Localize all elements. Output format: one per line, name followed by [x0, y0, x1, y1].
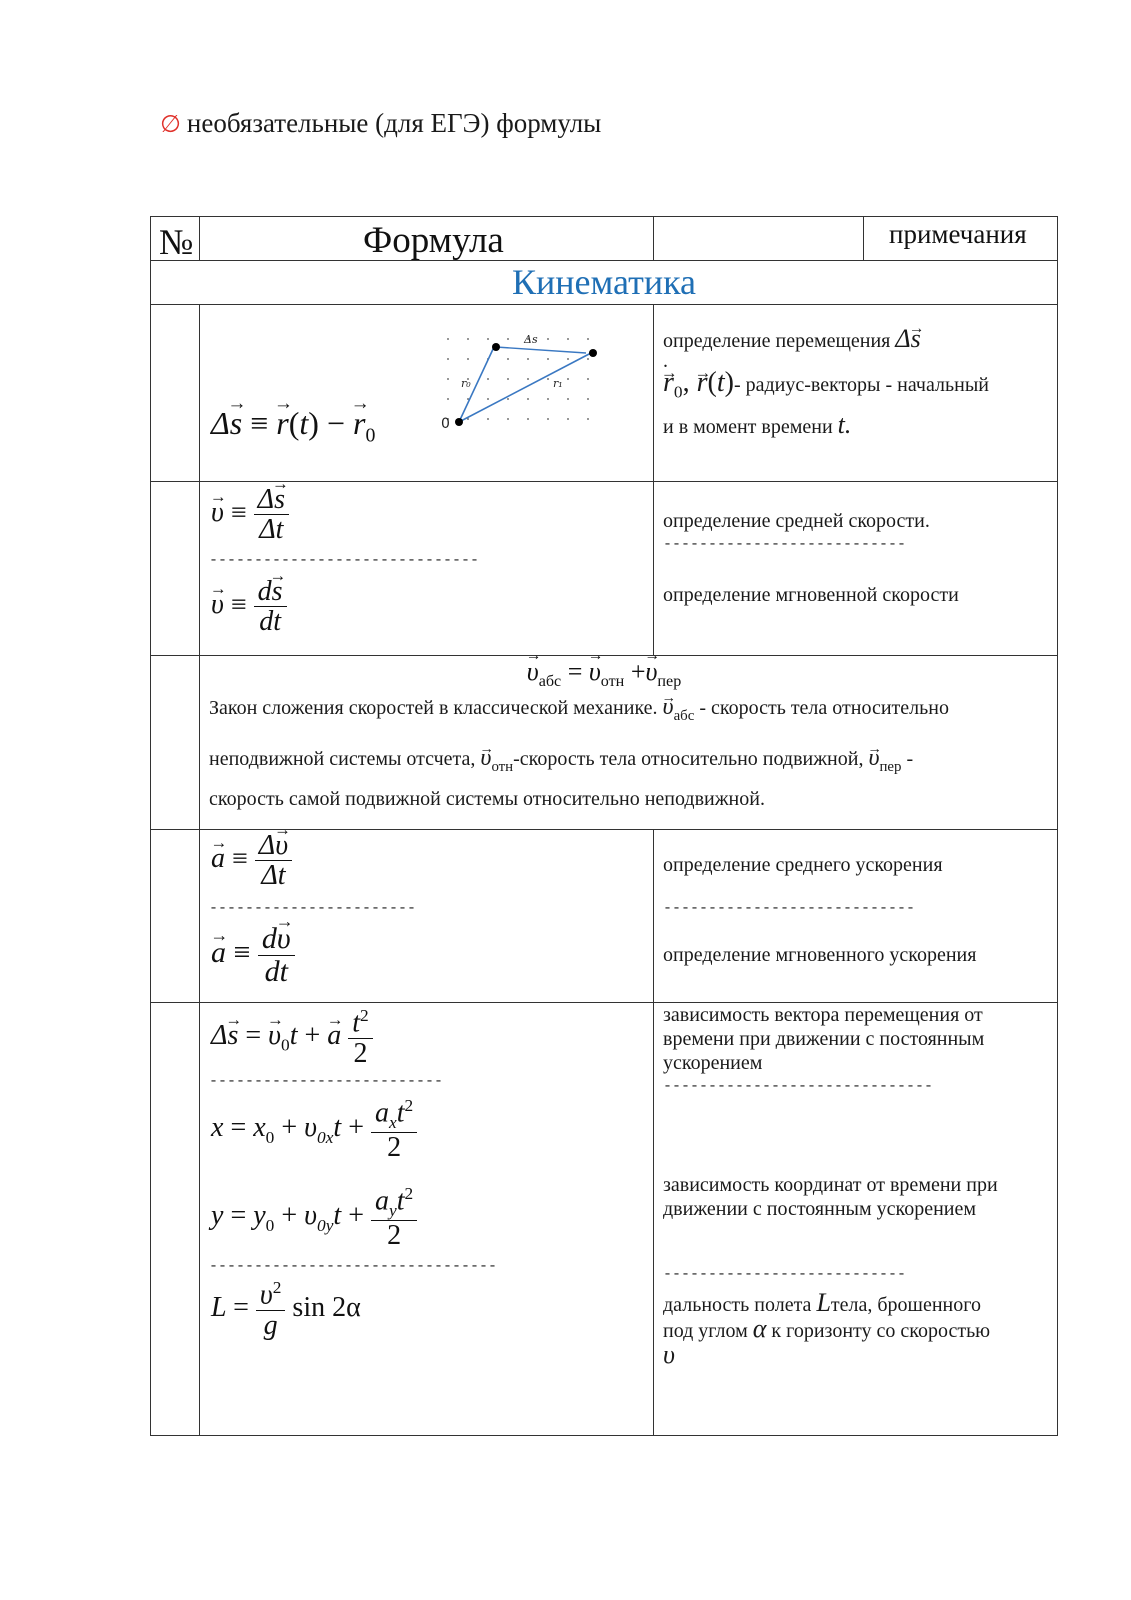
formula-divider: ----------------------- [209, 900, 417, 917]
note-text: определение среднего ускорения [663, 854, 943, 876]
note-text: неподвижной системы отсчета, [209, 747, 476, 770]
note-text: - [906, 747, 914, 770]
note-text: - скорость тела относительно [699, 697, 949, 719]
formula-divider: -------------------------- [209, 1073, 444, 1090]
origin-point [455, 418, 463, 426]
legend [160, 108, 601, 139]
note-text: скорость самой подвижной системы относительно неподвижной. [209, 787, 765, 810]
col-divider [653, 829, 654, 1436]
notes-displacement: определение перемещения Δ→ s . → $r_0$, → r(t)- радиус-векторы - начальный и в момент времени t. [663, 327, 1048, 439]
note-text: определение перемещения [663, 330, 891, 352]
formula-avg-velocity: → υ ≡ $\frac{\Delta\to s}{\Delta t}$ [211, 485, 289, 545]
formula-displacement-time: Δ→ s = → $\upsilon_0t$ + → a $\frac{t^2}{2}$ [211, 1007, 373, 1068]
formula-avg-acceleration: → a ≡ $\frac{\Delta\to \upsilon}{\Delta t}$ [211, 831, 292, 891]
note-text: под углом [663, 1320, 748, 1342]
header-notes: примечания [889, 219, 1027, 249]
ds-vector [496, 347, 586, 353]
formula-inst-acceleration: → a ≡ $\frac{d\to \upsilon}{dt}$ [211, 923, 295, 987]
notes-motion: зависимость вектора перемещения от времени при движении с постоянным ускорением ------------------------------ зависимость координат от времени при движении с постоянным ускорением --------------------------- дальность полета Lтела, брошенного под углом α к горизонту со скоростью υ [663, 1003, 1048, 1367]
note-text: дальность полета [663, 1294, 812, 1316]
col-divider [199, 217, 200, 260]
formula-divider: -------------------------------- [209, 1258, 498, 1275]
note-text: зависимость вектора перемещения от времени при движении с постоянным ускорением [663, 1004, 985, 1074]
displacement-diagram [436, 327, 611, 442]
note-text: определение мгновенной скорости [663, 584, 959, 606]
note-text: и в момент времени [663, 415, 833, 438]
note-divider: --------------------------- [663, 1266, 907, 1283]
note-text: Закон сложения скоростей в классической механике. [209, 697, 658, 719]
r1-label: r₁ [553, 377, 563, 390]
formula-y-time: $y = y_0 + \upsilon_{0y}t$ + $\frac{a_yt^2}{2}$ [211, 1185, 417, 1251]
note-divider: ---------------------------- [663, 900, 916, 917]
text-velocity-addition: Закон сложения скоростей в классической механике. → $\upsilon_{абс}$ - скорость тела относительно неподвижной системы отсчета, → $\upsilon_{отн}$-скорость тела относительно подвижной, → $\upsilon_{пер}$ - скорость самой подвижной системы относительно неподвижной. [209, 695, 1054, 811]
r1-vector [459, 353, 591, 422]
col-divider [199, 304, 200, 1435]
formula-divider: ------------------------------ [209, 552, 480, 569]
note-text: определение средней скорости. [663, 510, 930, 532]
note-text: к горизонту со скоростью [771, 1320, 991, 1342]
notes-velocity [663, 509, 1048, 607]
note-text: зависимость координат от времени при движении с постоянным ускорением [663, 1174, 998, 1220]
empty-set-icon: ∅ [160, 110, 181, 138]
ds-label: Δs [524, 333, 538, 346]
section-title: Кинематика [511, 262, 697, 302]
note-divider: --------------------------- [663, 536, 907, 553]
r0-label: r₀ [461, 377, 471, 390]
note-text: - радиус-векторы - начальный [733, 374, 989, 396]
notes-acceleration [663, 853, 1048, 967]
col-divider [653, 217, 654, 260]
end-point [589, 349, 597, 357]
col-divider [863, 217, 864, 260]
header-formula: Формула [363, 220, 504, 261]
formula-x-time: $x = x_0 + \upsilon_{0x}t$ + $\frac{a_xt^2}{2}$ [211, 1097, 417, 1163]
row-divider [151, 304, 1057, 305]
start-point [492, 343, 500, 351]
note-dot: . [663, 350, 668, 372]
note-text: определение мгновенного ускорения [663, 944, 977, 966]
note-divider: ------------------------------ [663, 1078, 934, 1095]
formula-range: L = $\frac{\upsilon^2}{g}$ sin 2α [211, 1278, 361, 1341]
formula-inst-velocity: → υ ≡ $\frac{d\to s}{dt}$ [211, 577, 287, 637]
note-text: тела, брошенного [830, 1294, 981, 1316]
formula-velocity-addition: → $\upsilon_{абс}$ = → $\upsilon_{отн} +\to \upsilon_{пер}$ [151, 657, 1057, 691]
note-text: -скорость тела относительно подвижной, [513, 747, 864, 770]
col-divider [653, 304, 654, 655]
formula-table [150, 216, 1058, 1436]
origin-label: 0 [441, 416, 450, 432]
formula-displacement: Δ→ s ≡ → r(t) − → $r_0$ [211, 405, 375, 447]
header-number: № [159, 222, 194, 262]
row-divider [151, 655, 1057, 656]
legend-text: необязательные (для ЕГЭ) формулы [186, 108, 602, 138]
